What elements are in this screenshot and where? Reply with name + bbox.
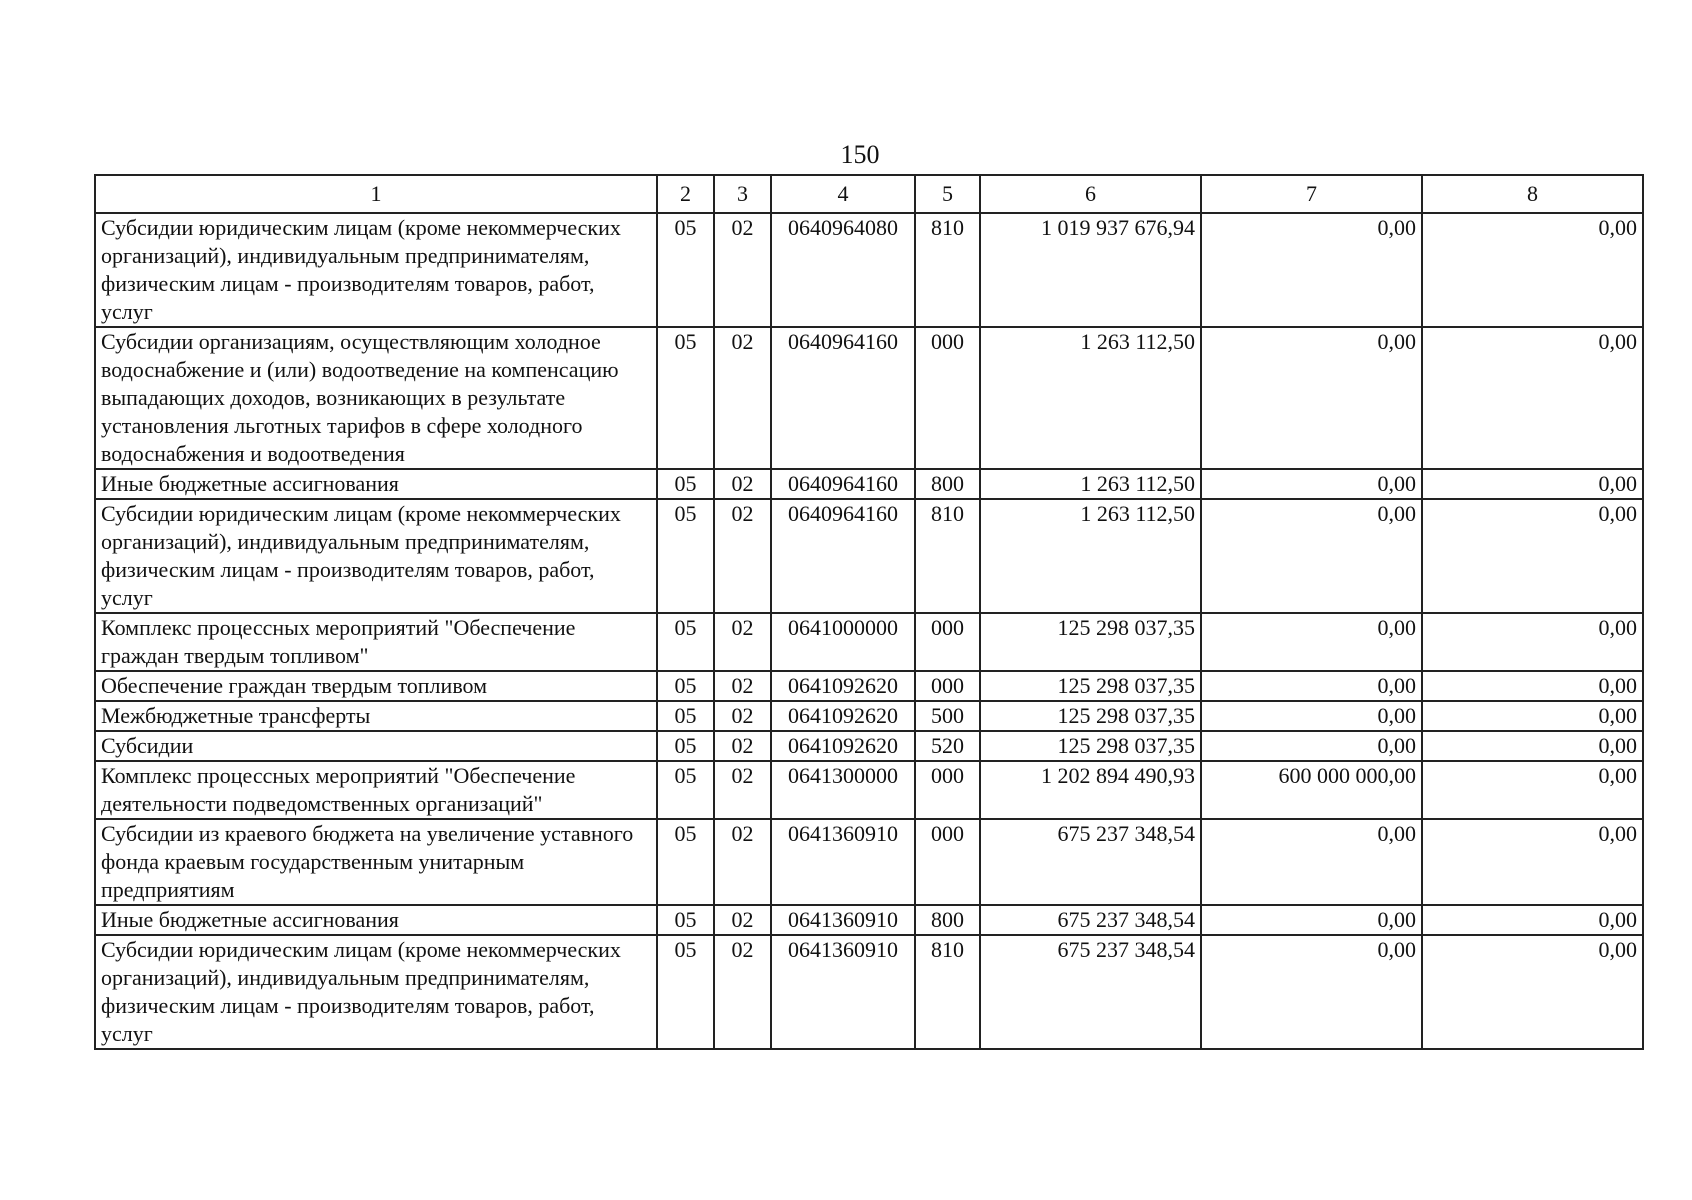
amount-col8: 0,00 bbox=[1422, 213, 1643, 327]
row-name: Субсидии bbox=[95, 731, 657, 761]
amount-col7: 0,00 bbox=[1201, 819, 1422, 905]
target-article-code: 0641092620 bbox=[771, 701, 915, 731]
row-name: Комплекс процессных мероприятий "Обеспечение деятельности подведомственных организаций" bbox=[95, 761, 657, 819]
column-header: 4 bbox=[771, 175, 915, 213]
row-name: Иные бюджетные ассигнования bbox=[95, 905, 657, 935]
section-code: 05 bbox=[657, 905, 714, 935]
row-name: Обеспечение граждан твердым топливом bbox=[95, 671, 657, 701]
subsection-code: 02 bbox=[714, 761, 771, 819]
target-article-code: 0641360910 bbox=[771, 819, 915, 905]
subsection-code: 02 bbox=[714, 613, 771, 671]
expense-type-code: 810 bbox=[915, 499, 980, 613]
amount-col7: 0,00 bbox=[1201, 671, 1422, 701]
table-row bbox=[95, 327, 1643, 469]
subsection-code: 02 bbox=[714, 731, 771, 761]
amount-col8: 0,00 bbox=[1422, 469, 1643, 499]
column-header: 8 bbox=[1422, 175, 1643, 213]
table-row bbox=[95, 701, 1643, 731]
subsection-code: 02 bbox=[714, 213, 771, 327]
column-header: 2 bbox=[657, 175, 714, 213]
column-header: 3 bbox=[714, 175, 771, 213]
amount-col7: 0,00 bbox=[1201, 213, 1422, 327]
amount-col8: 0,00 bbox=[1422, 905, 1643, 935]
column-header: 7 bbox=[1201, 175, 1422, 213]
target-article-code: 0640964080 bbox=[771, 213, 915, 327]
section-code: 05 bbox=[657, 935, 714, 1049]
amount-col8: 0,00 bbox=[1422, 819, 1643, 905]
budget-table bbox=[94, 174, 1644, 1050]
section-code: 05 bbox=[657, 499, 714, 613]
table-row bbox=[95, 761, 1643, 819]
row-name: Субсидии юридическим лицам (кроме некоммерческих организаций), индивидуальным предпринимателям, физическим лицам - производителям товаров, работ, услуг bbox=[95, 213, 657, 327]
subsection-code: 02 bbox=[714, 469, 771, 499]
target-article-code: 0640964160 bbox=[771, 469, 915, 499]
amount-col6: 125 298 037,35 bbox=[980, 613, 1201, 671]
row-name: Субсидии юридическим лицам (кроме некоммерческих организаций), индивидуальным предпринимателям, физическим лицам - производителям товаров, работ, услуг bbox=[95, 499, 657, 613]
amount-col8: 0,00 bbox=[1422, 613, 1643, 671]
row-name: Иные бюджетные ассигнования bbox=[95, 469, 657, 499]
amount-col8: 0,00 bbox=[1422, 499, 1643, 613]
amount-col8: 0,00 bbox=[1422, 731, 1643, 761]
section-code: 05 bbox=[657, 613, 714, 671]
target-article-code: 0640964160 bbox=[771, 327, 915, 469]
amount-col8: 0,00 bbox=[1422, 935, 1643, 1049]
amount-col8: 0,00 bbox=[1422, 761, 1643, 819]
expense-type-code: 000 bbox=[915, 327, 980, 469]
section-code: 05 bbox=[657, 213, 714, 327]
expense-type-code: 000 bbox=[915, 761, 980, 819]
amount-col8: 0,00 bbox=[1422, 327, 1643, 469]
amount-col7: 0,00 bbox=[1201, 613, 1422, 671]
target-article-code: 0641000000 bbox=[771, 613, 915, 671]
table-row bbox=[95, 613, 1643, 671]
target-article-code: 0641360910 bbox=[771, 905, 915, 935]
header-row bbox=[95, 175, 1643, 213]
target-article-code: 0640964160 bbox=[771, 499, 915, 613]
amount-col6: 125 298 037,35 bbox=[980, 701, 1201, 731]
section-code: 05 bbox=[657, 701, 714, 731]
column-header: 5 bbox=[915, 175, 980, 213]
row-name: Субсидии юридическим лицам (кроме некоммерческих организаций), индивидуальным предпринимателям, физическим лицам - производителям товаров, работ, услуг bbox=[95, 935, 657, 1049]
table-row bbox=[95, 671, 1643, 701]
page-number: 150 bbox=[840, 140, 880, 169]
row-name: Комплекс процессных мероприятий "Обеспечение граждан твердым топливом" bbox=[95, 613, 657, 671]
amount-col8: 0,00 bbox=[1422, 671, 1643, 701]
table-row bbox=[95, 935, 1643, 1049]
section-code: 05 bbox=[657, 327, 714, 469]
column-header: 1 bbox=[95, 175, 657, 213]
amount-col6: 675 237 348,54 bbox=[980, 935, 1201, 1049]
expense-type-code: 800 bbox=[915, 905, 980, 935]
expense-type-code: 500 bbox=[915, 701, 980, 731]
amount-col6: 1 263 112,50 bbox=[980, 469, 1201, 499]
amount-col6: 1 263 112,50 bbox=[980, 327, 1201, 469]
target-article-code: 0641360910 bbox=[771, 935, 915, 1049]
target-article-code: 0641092620 bbox=[771, 731, 915, 761]
amount-col6: 1 263 112,50 bbox=[980, 499, 1201, 613]
amount-col7: 0,00 bbox=[1201, 469, 1422, 499]
section-code: 05 bbox=[657, 731, 714, 761]
amount-col6: 125 298 037,35 bbox=[980, 731, 1201, 761]
subsection-code: 02 bbox=[714, 935, 771, 1049]
section-code: 05 bbox=[657, 819, 714, 905]
column-header: 6 bbox=[980, 175, 1201, 213]
amount-col7: 0,00 bbox=[1201, 935, 1422, 1049]
amount-col7: 600 000 000,00 bbox=[1201, 761, 1422, 819]
amount-col7: 0,00 bbox=[1201, 327, 1422, 469]
table-row bbox=[95, 469, 1643, 499]
table-row bbox=[95, 731, 1643, 761]
amount-col6: 125 298 037,35 bbox=[980, 671, 1201, 701]
amount-col8: 0,00 bbox=[1422, 701, 1643, 731]
target-article-code: 0641092620 bbox=[771, 671, 915, 701]
amount-col7: 0,00 bbox=[1201, 905, 1422, 935]
row-name: Субсидии из краевого бюджета на увеличение уставного фонда краевым государственным унитарным предприятиям bbox=[95, 819, 657, 905]
target-article-code: 0641300000 bbox=[771, 761, 915, 819]
amount-col6: 1 202 894 490,93 bbox=[980, 761, 1201, 819]
row-name: Межбюджетные трансферты bbox=[95, 701, 657, 731]
subsection-code: 02 bbox=[714, 905, 771, 935]
expense-type-code: 000 bbox=[915, 671, 980, 701]
section-code: 05 bbox=[657, 761, 714, 819]
subsection-code: 02 bbox=[714, 327, 771, 469]
subsection-code: 02 bbox=[714, 499, 771, 613]
section-code: 05 bbox=[657, 469, 714, 499]
subsection-code: 02 bbox=[714, 701, 771, 731]
amount-col7: 0,00 bbox=[1201, 731, 1422, 761]
amount-col7: 0,00 bbox=[1201, 701, 1422, 731]
amount-col6: 675 237 348,54 bbox=[980, 819, 1201, 905]
expense-type-code: 520 bbox=[915, 731, 980, 761]
expense-type-code: 000 bbox=[915, 819, 980, 905]
expense-type-code: 810 bbox=[915, 935, 980, 1049]
table-row bbox=[95, 213, 1643, 327]
expense-type-code: 810 bbox=[915, 213, 980, 327]
table-row bbox=[95, 905, 1643, 935]
amount-col7: 0,00 bbox=[1201, 499, 1422, 613]
table-row bbox=[95, 819, 1643, 905]
subsection-code: 02 bbox=[714, 671, 771, 701]
section-code: 05 bbox=[657, 671, 714, 701]
amount-col6: 675 237 348,54 bbox=[980, 905, 1201, 935]
amount-col6: 1 019 937 676,94 bbox=[980, 213, 1201, 327]
row-name: Субсидии организациям, осуществляющим холодное водоснабжение и (или) водоотведение на компенсацию выпадающих доходов, возникающих в результате установления льготных тарифов в сфере холодного водоснабжения и водоотведения bbox=[95, 327, 657, 469]
expense-type-code: 800 bbox=[915, 469, 980, 499]
expense-type-code: 000 bbox=[915, 613, 980, 671]
subsection-code: 02 bbox=[714, 819, 771, 905]
table-row bbox=[95, 499, 1643, 613]
